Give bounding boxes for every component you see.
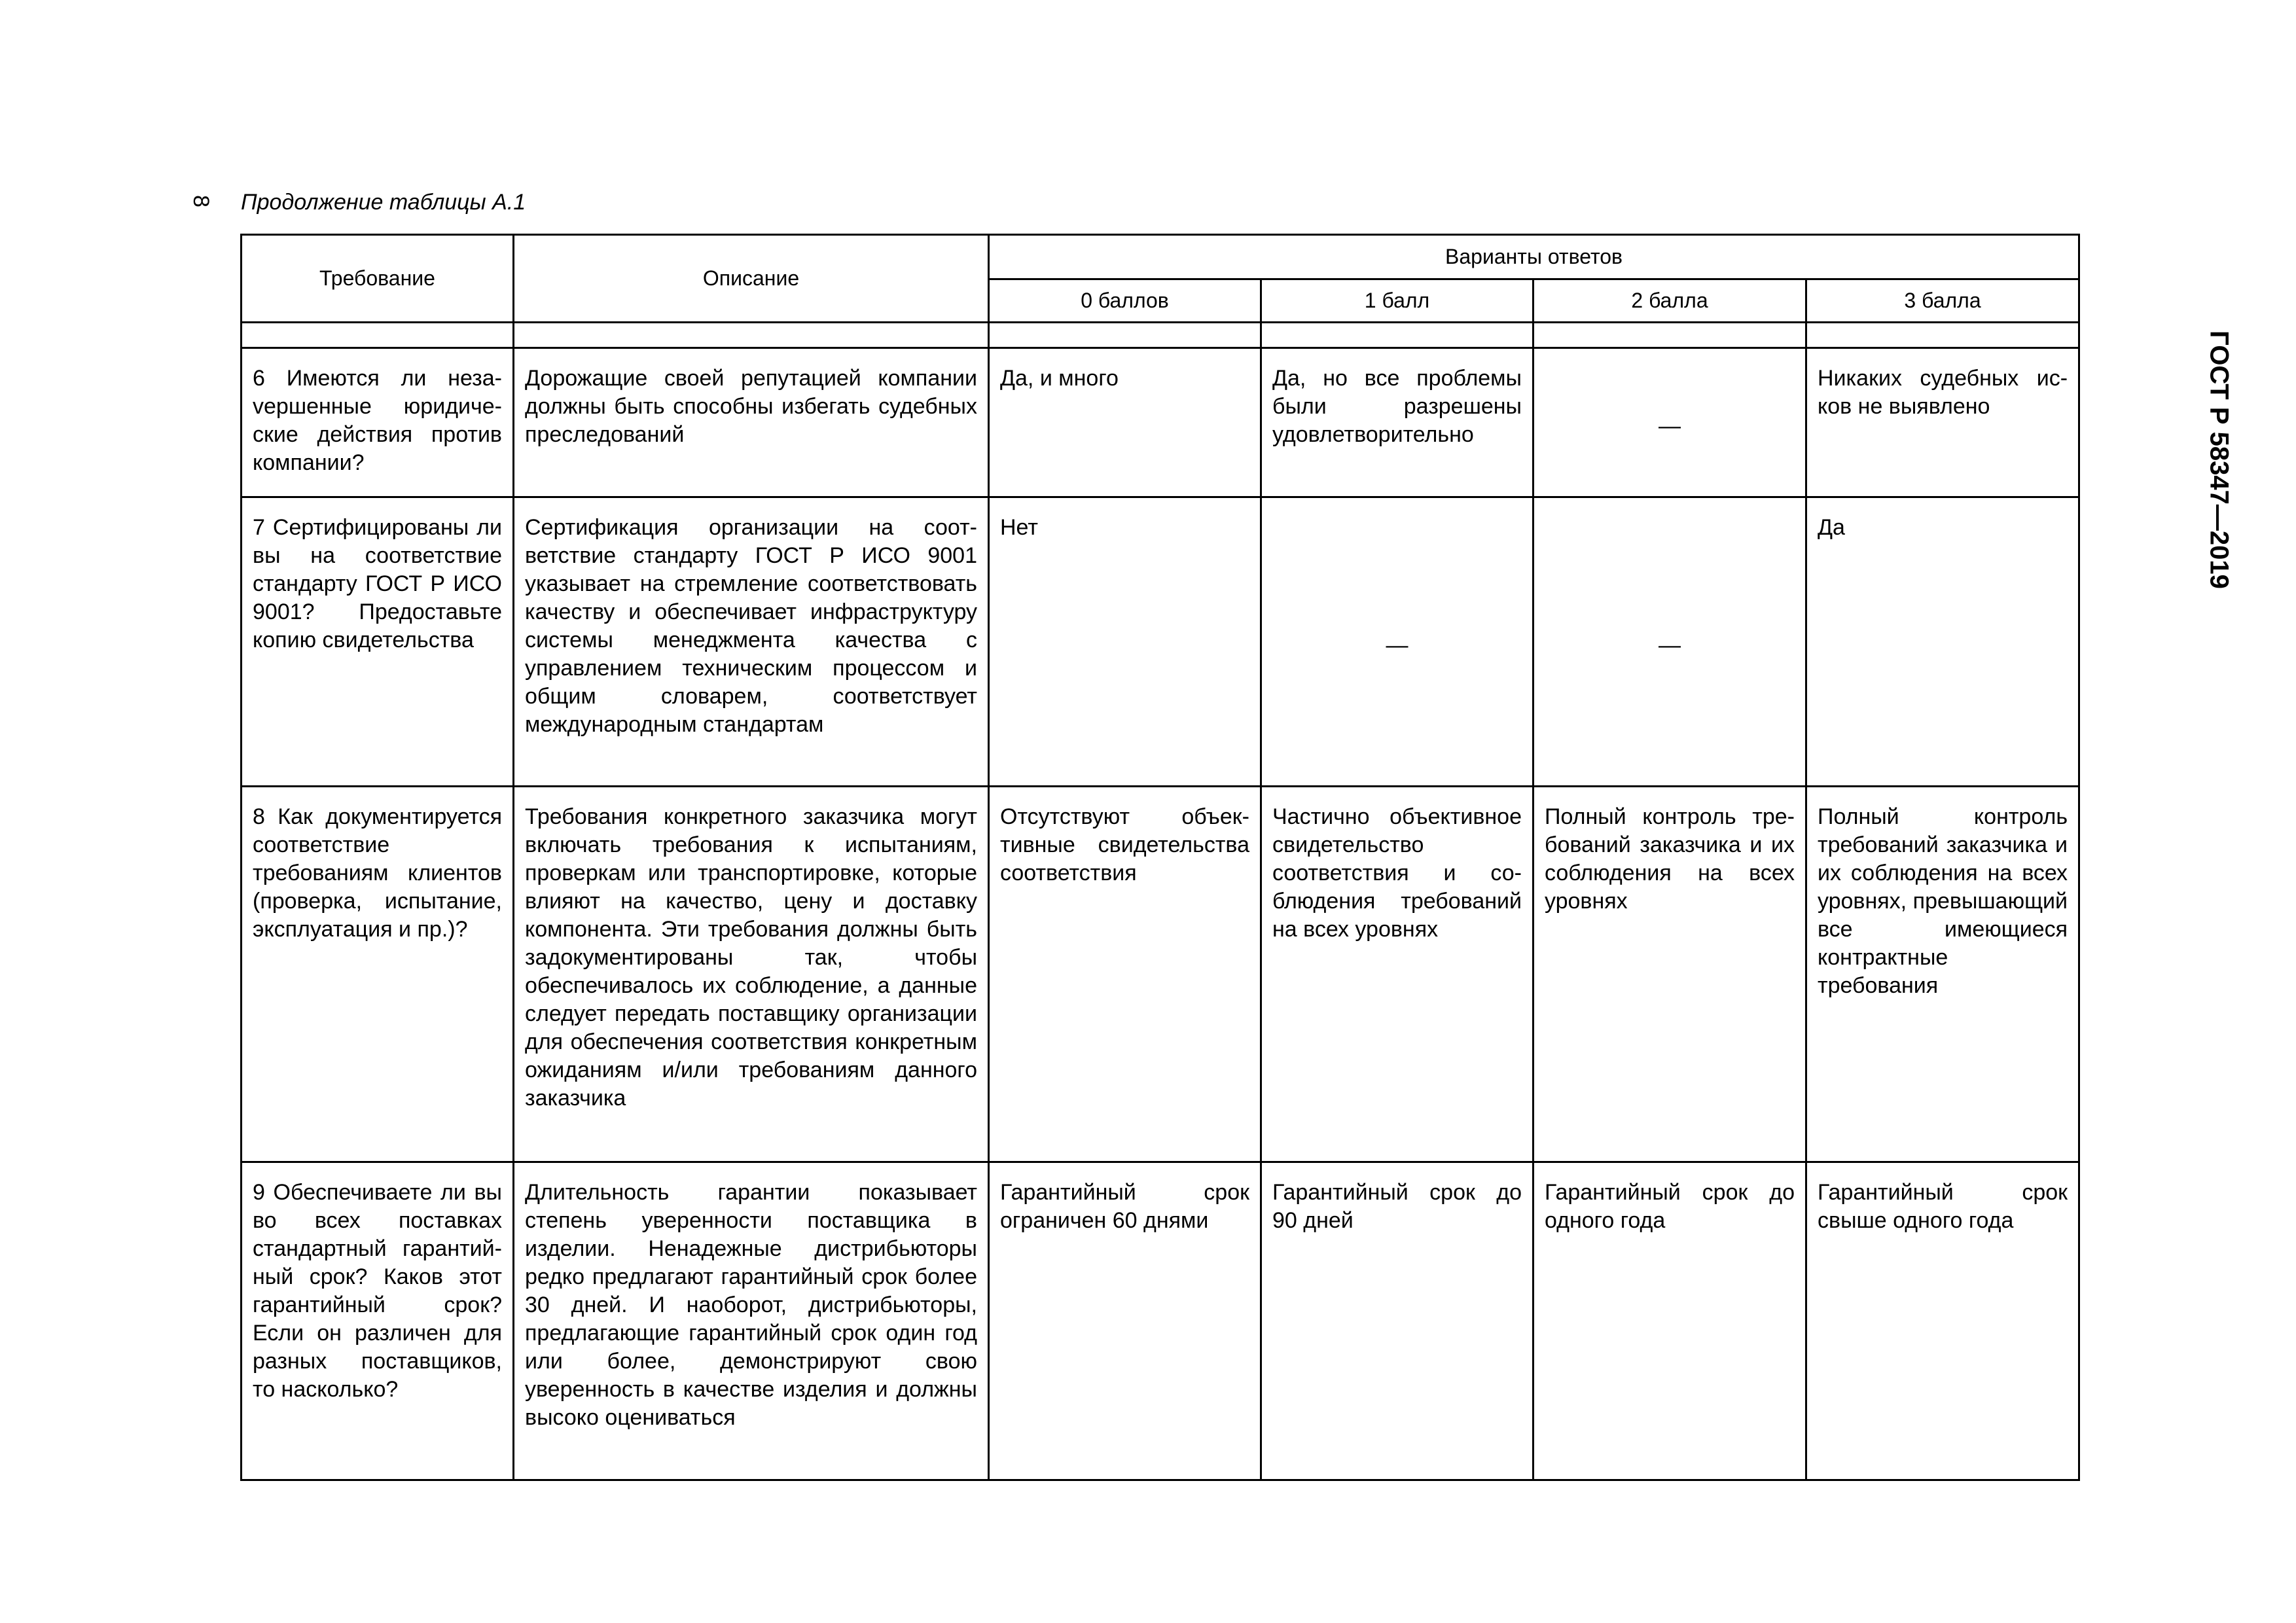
score-3-cell: Гарантийный срок свыше одного года [1806, 1162, 2079, 1480]
score-2-cell: Гарантийный срок до одного года [1534, 1162, 1806, 1480]
column-header-score-1: 1 балл [1261, 279, 1534, 323]
score-2-cell: — [1534, 497, 1806, 787]
table-row [242, 497, 2079, 787]
requirement-cell: 7 Сертифицированы ли вы на соответствие стандарту ГОСТ Р ИСО 9001? Предоставьте копию свидетельства [242, 497, 514, 787]
requirements-table [240, 234, 2080, 1481]
column-header-score-3: 3 балла [1806, 279, 2079, 323]
page-number: 8 [188, 195, 213, 207]
table-continuation-caption: Продолжение таблицы А.1 [241, 190, 526, 215]
score-0-cell: Отсутствуют объективные свидетельства соответствия [989, 787, 1261, 1162]
score-0-cell: Гарантийный срок ограничен 60 днями [989, 1162, 1261, 1480]
header-double-rule [242, 323, 2079, 348]
score-3-cell: Полный контроль требований заказчика и их соблюдения на всех уровнях, превышающий все имеющиеся контрактные требования [1806, 787, 2079, 1162]
score-2-cell: Полный контроль требований заказчика и их соблюдения на всех уровнях [1534, 787, 1806, 1162]
description-cell: Дорожащие своей репутацией компании должны быть способны избегать судебных преследований [514, 348, 989, 497]
standard-designation: ГОСТ Р 58347—2019 [2204, 330, 2234, 589]
score-3-cell: Да [1806, 497, 2079, 787]
column-header-requirement: Требование [242, 235, 514, 323]
score-2-cell: — [1534, 348, 1806, 497]
column-header-answer-options: Варианты ответов [989, 235, 2079, 279]
table-row [242, 1162, 2079, 1480]
requirement-cell: 9 Обеспечиваете ли вы во всех поставках стандартный гарантийный срок? Каков этот гарантийный срок? Если он различен для разных поставщиков, то насколько? [242, 1162, 514, 1480]
score-1-cell: Да, но все проблемы были разрешены удовлетворительно [1261, 348, 1534, 497]
description-cell: Сертификация организации на соответствие стандарту ГОСТ Р ИСО 9001 указывает на стремление соответствовать качеству и обеспечивает инфраструктуру системы менеджмента качества с управлением техническим процессом и общим словарем, соответствует международным стандартам [514, 497, 989, 787]
requirement-cell: 8 Как документируется соответствие требованиям клиентов (проверка, испытание, эксплуатация и пр.)? [242, 787, 514, 1162]
table-row [242, 787, 2079, 1162]
score-3-cell: Никаких судебных исков не выявлено [1806, 348, 2079, 497]
table-row [242, 348, 2079, 497]
column-header-description: Описание [514, 235, 989, 323]
score-0-cell: Нет [989, 497, 1261, 787]
description-cell: Требования конкретного заказчика могут включать требования к испытаниям, проверкам или транспортировке, которые влияют на качество, цену и доставку компонента. Эти требования должны быть задокументированы так, чтобы обеспечивалось их соблюдение, а данные следует передать поставщику организации для обеспечения соответствия конкретным ожиданиям и/или требованиям данного заказчика [514, 787, 989, 1162]
requirement-cell: 6 Имеются ли незаvершенные юридические действия против компании? [242, 348, 514, 497]
column-header-score-2: 2 балла [1534, 279, 1806, 323]
score-1-cell: Частично объективное свидетельство соответствия и соблюдения требований на всех уровнях [1261, 787, 1534, 1162]
column-header-score-0: 0 баллов [989, 279, 1261, 323]
description-cell: Длительность гарантии показывает степень уверенности поставщика в изделии. Ненадежные дистрибьюторы редко предлагают гарантийный срок более 30 дней. И наоборот, дистрибьюторы, предлагающие гарантийный срок один год или более, демонстрируют свою уверенность в качестве изделия и должны высоко оцениваться [514, 1162, 989, 1480]
score-1-cell: Гарантийный срок до 90 дней [1261, 1162, 1534, 1480]
score-1-cell: — [1261, 497, 1534, 787]
score-0-cell: Да, и много [989, 348, 1261, 497]
